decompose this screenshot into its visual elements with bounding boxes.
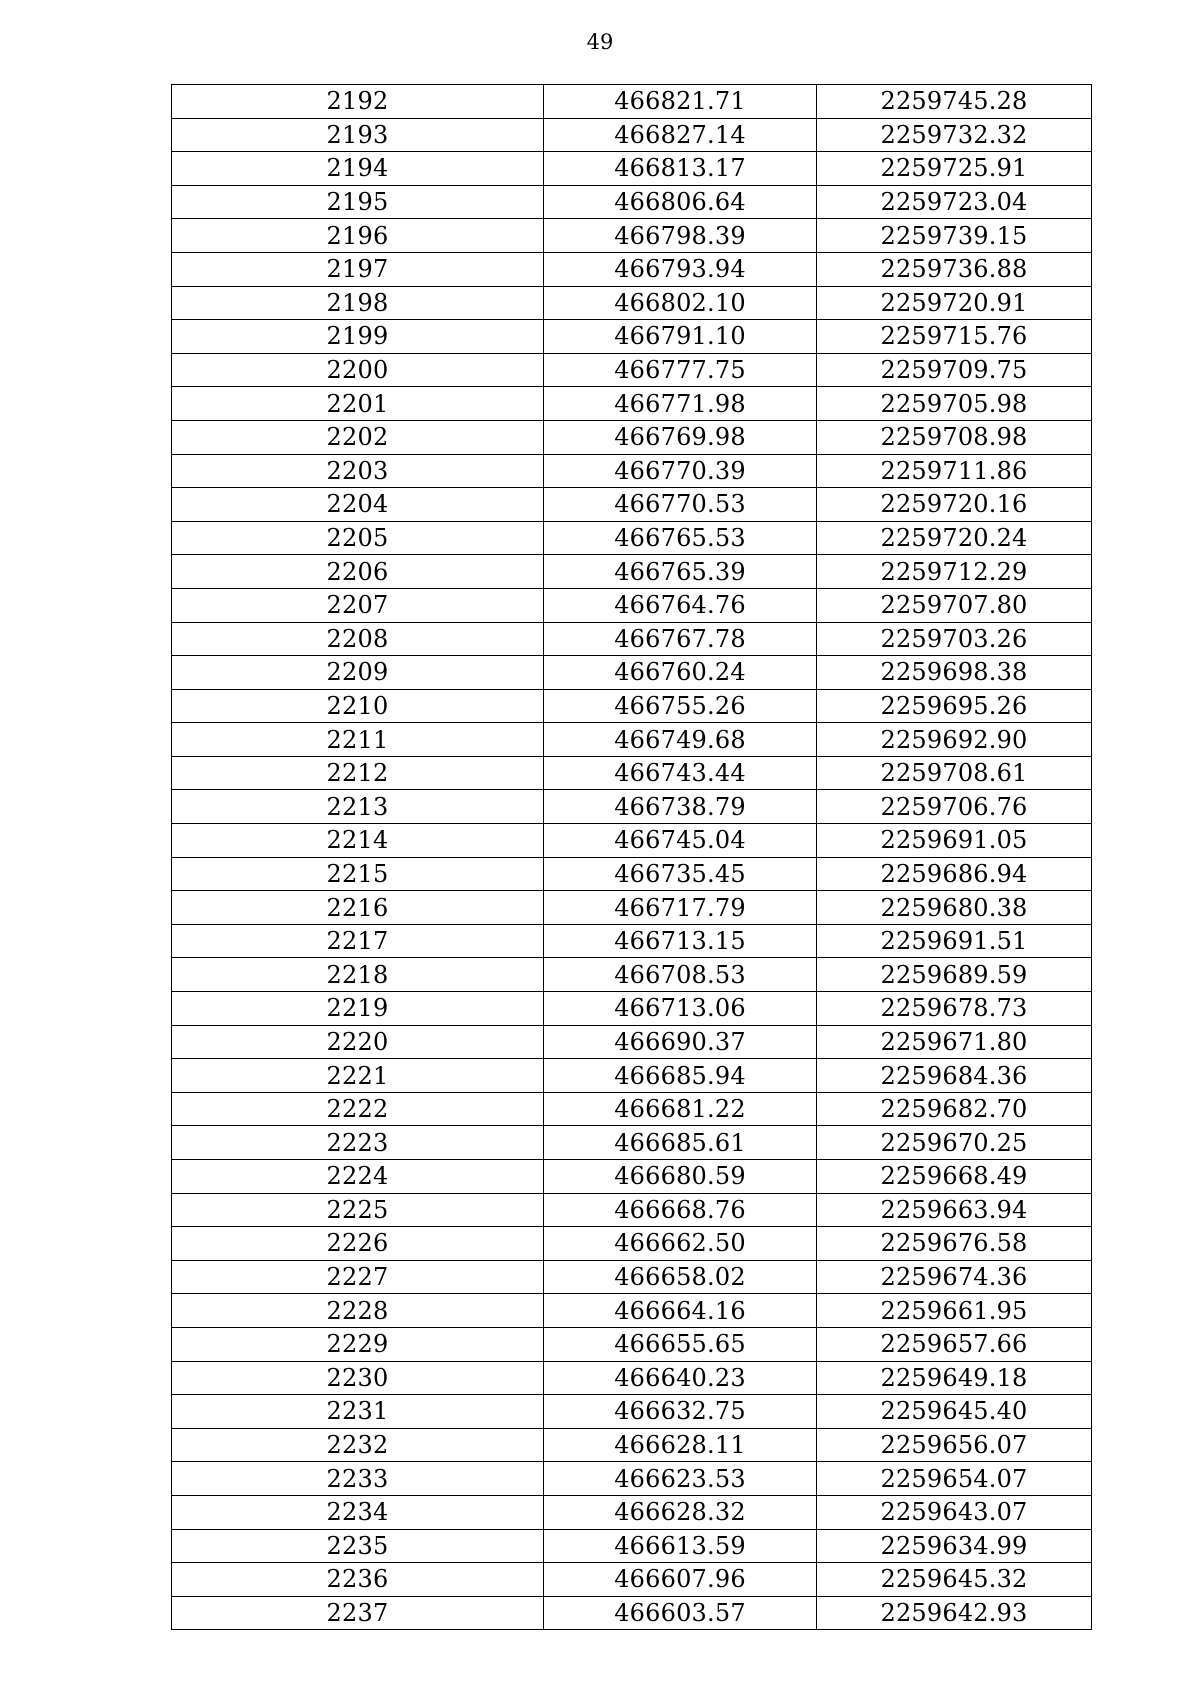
page-number: 49 [586,30,614,54]
y-coordinate-cell: 2259678.73 [817,992,1092,1026]
y-coordinate-cell: 2259691.05 [817,824,1092,858]
x-coordinate-cell: 466708.53 [544,958,817,992]
y-coordinate-cell: 2259692.90 [817,723,1092,757]
table-row [172,454,1092,488]
y-coordinate-cell: 2259708.98 [817,420,1092,454]
point-number-cell: 2206 [172,555,544,589]
table-row [172,689,1092,723]
y-coordinate-cell: 2259712.29 [817,555,1092,589]
point-number-cell: 2216 [172,891,544,925]
point-number-cell: 2208 [172,622,544,656]
y-coordinate-cell: 2259656.07 [817,1428,1092,1462]
y-coordinate-cell: 2259739.15 [817,219,1092,253]
y-coordinate-cell: 2259725.91 [817,152,1092,186]
y-coordinate-cell: 2259668.49 [817,1160,1092,1194]
point-number-cell: 2227 [172,1260,544,1294]
point-number-cell: 2228 [172,1294,544,1328]
y-coordinate-cell: 2259720.91 [817,286,1092,320]
coordinates-table-body [172,85,1092,1630]
table-row [172,1428,1092,1462]
table-row [172,555,1092,589]
table-row [172,152,1092,186]
y-coordinate-cell: 2259708.61 [817,756,1092,790]
table-row [172,1059,1092,1093]
point-number-cell: 2234 [172,1495,544,1529]
point-number-cell: 2201 [172,387,544,421]
table-row [172,1227,1092,1261]
y-coordinate-cell: 2259671.80 [817,1025,1092,1059]
table-row [172,1462,1092,1496]
point-number-cell: 2207 [172,588,544,622]
table-row [172,790,1092,824]
y-coordinate-cell: 2259695.26 [817,689,1092,723]
y-coordinate-cell: 2259711.86 [817,454,1092,488]
x-coordinate-cell: 466760.24 [544,656,817,690]
table-row [172,1092,1092,1126]
point-number-cell: 2222 [172,1092,544,1126]
table-row [172,756,1092,790]
x-coordinate-cell: 466668.76 [544,1193,817,1227]
table-row [172,1160,1092,1194]
table-row [172,118,1092,152]
point-number-cell: 2230 [172,1361,544,1395]
point-number-cell: 2204 [172,488,544,522]
table-row [172,1126,1092,1160]
x-coordinate-cell: 466628.32 [544,1495,817,1529]
y-coordinate-cell: 2259676.58 [817,1227,1092,1261]
x-coordinate-cell: 466603.57 [544,1596,817,1630]
x-coordinate-cell: 466685.94 [544,1059,817,1093]
y-coordinate-cell: 2259670.25 [817,1126,1092,1160]
table-row [172,85,1092,119]
table-row [172,286,1092,320]
point-number-cell: 2197 [172,252,544,286]
table-row [172,1025,1092,1059]
y-coordinate-cell: 2259657.66 [817,1327,1092,1361]
table-row [172,622,1092,656]
y-coordinate-cell: 2259732.32 [817,118,1092,152]
point-number-cell: 2221 [172,1059,544,1093]
x-coordinate-cell: 466607.96 [544,1563,817,1597]
point-number-cell: 2214 [172,824,544,858]
x-coordinate-cell: 466793.94 [544,252,817,286]
x-coordinate-cell: 466628.11 [544,1428,817,1462]
point-number-cell: 2200 [172,353,544,387]
x-coordinate-cell: 466798.39 [544,219,817,253]
x-coordinate-cell: 466743.44 [544,756,817,790]
x-coordinate-cell: 466770.39 [544,454,817,488]
table-row [172,992,1092,1026]
y-coordinate-cell: 2259745.28 [817,85,1092,119]
x-coordinate-cell: 466613.59 [544,1529,817,1563]
point-number-cell: 2218 [172,958,544,992]
x-coordinate-cell: 466713.15 [544,924,817,958]
x-coordinate-cell: 466767.78 [544,622,817,656]
table-row [172,1327,1092,1361]
y-coordinate-cell: 2259674.36 [817,1260,1092,1294]
y-coordinate-cell: 2259661.95 [817,1294,1092,1328]
y-coordinate-cell: 2259691.51 [817,924,1092,958]
point-number-cell: 2203 [172,454,544,488]
table-row [172,1596,1092,1630]
y-coordinate-cell: 2259715.76 [817,320,1092,354]
table-row [172,252,1092,286]
point-number-cell: 2194 [172,152,544,186]
table-row [172,958,1092,992]
y-coordinate-cell: 2259698.38 [817,656,1092,690]
y-coordinate-cell: 2259642.93 [817,1596,1092,1630]
table-row [172,656,1092,690]
y-coordinate-cell: 2259663.94 [817,1193,1092,1227]
y-coordinate-cell: 2259709.75 [817,353,1092,387]
x-coordinate-cell: 466690.37 [544,1025,817,1059]
point-number-cell: 2223 [172,1126,544,1160]
table-row [172,588,1092,622]
x-coordinate-cell: 466791.10 [544,320,817,354]
point-number-cell: 2212 [172,756,544,790]
table-row [172,1395,1092,1429]
y-coordinate-cell: 2259720.16 [817,488,1092,522]
x-coordinate-cell: 466623.53 [544,1462,817,1496]
table-row [172,1193,1092,1227]
point-number-cell: 2205 [172,521,544,555]
y-coordinate-cell: 2259689.59 [817,958,1092,992]
point-number-cell: 2192 [172,85,544,119]
x-coordinate-cell: 466738.79 [544,790,817,824]
x-coordinate-cell: 466713.06 [544,992,817,1026]
point-number-cell: 2209 [172,656,544,690]
point-number-cell: 2219 [172,992,544,1026]
point-number-cell: 2226 [172,1227,544,1261]
y-coordinate-cell: 2259703.26 [817,622,1092,656]
y-coordinate-cell: 2259723.04 [817,185,1092,219]
x-coordinate-cell: 466764.76 [544,588,817,622]
y-coordinate-cell: 2259736.88 [817,252,1092,286]
point-number-cell: 2235 [172,1529,544,1563]
table-row [172,1529,1092,1563]
x-coordinate-cell: 466640.23 [544,1361,817,1395]
y-coordinate-cell: 2259707.80 [817,588,1092,622]
point-number-cell: 2232 [172,1428,544,1462]
x-coordinate-cell: 466658.02 [544,1260,817,1294]
table-row [172,1563,1092,1597]
table-row [172,353,1092,387]
x-coordinate-cell: 466827.14 [544,118,817,152]
y-coordinate-cell: 2259645.32 [817,1563,1092,1597]
y-coordinate-cell: 2259706.76 [817,790,1092,824]
y-coordinate-cell: 2259684.36 [817,1059,1092,1093]
y-coordinate-cell: 2259720.24 [817,521,1092,555]
x-coordinate-cell: 466777.75 [544,353,817,387]
x-coordinate-cell: 466685.61 [544,1126,817,1160]
table-row [172,1361,1092,1395]
table-row [172,824,1092,858]
point-number-cell: 2236 [172,1563,544,1597]
point-number-cell: 2210 [172,689,544,723]
point-number-cell: 2196 [172,219,544,253]
x-coordinate-cell: 466749.68 [544,723,817,757]
y-coordinate-cell: 2259649.18 [817,1361,1092,1395]
x-coordinate-cell: 466765.39 [544,555,817,589]
y-coordinate-cell: 2259686.94 [817,857,1092,891]
point-number-cell: 2199 [172,320,544,354]
x-coordinate-cell: 466735.45 [544,857,817,891]
table-row [172,420,1092,454]
table-row [172,320,1092,354]
y-coordinate-cell: 2259682.70 [817,1092,1092,1126]
point-number-cell: 2220 [172,1025,544,1059]
point-number-cell: 2229 [172,1327,544,1361]
table-row [172,387,1092,421]
point-number-cell: 2233 [172,1462,544,1496]
table-row [172,185,1092,219]
table-row [172,521,1092,555]
x-coordinate-cell: 466813.17 [544,152,817,186]
point-number-cell: 2225 [172,1193,544,1227]
x-coordinate-cell: 466717.79 [544,891,817,925]
table-row [172,1260,1092,1294]
table-row [172,1294,1092,1328]
table-row [172,1495,1092,1529]
table-row [172,723,1092,757]
coordinates-table [171,84,1092,1630]
y-coordinate-cell: 2259680.38 [817,891,1092,925]
y-coordinate-cell: 2259634.99 [817,1529,1092,1563]
x-coordinate-cell: 466632.75 [544,1395,817,1429]
x-coordinate-cell: 466769.98 [544,420,817,454]
x-coordinate-cell: 466821.71 [544,85,817,119]
x-coordinate-cell: 466681.22 [544,1092,817,1126]
point-number-cell: 2231 [172,1395,544,1429]
x-coordinate-cell: 466770.53 [544,488,817,522]
x-coordinate-cell: 466655.65 [544,1327,817,1361]
point-number-cell: 2237 [172,1596,544,1630]
point-number-cell: 2211 [172,723,544,757]
x-coordinate-cell: 466664.16 [544,1294,817,1328]
point-number-cell: 2213 [172,790,544,824]
y-coordinate-cell: 2259654.07 [817,1462,1092,1496]
x-coordinate-cell: 466680.59 [544,1160,817,1194]
y-coordinate-cell: 2259705.98 [817,387,1092,421]
point-number-cell: 2193 [172,118,544,152]
x-coordinate-cell: 466806.64 [544,185,817,219]
point-number-cell: 2217 [172,924,544,958]
table-row [172,924,1092,958]
table-row [172,857,1092,891]
point-number-cell: 2202 [172,420,544,454]
point-number-cell: 2195 [172,185,544,219]
x-coordinate-cell: 466662.50 [544,1227,817,1261]
point-number-cell: 2215 [172,857,544,891]
table-row [172,488,1092,522]
x-coordinate-cell: 466745.04 [544,824,817,858]
y-coordinate-cell: 2259643.07 [817,1495,1092,1529]
table-row [172,891,1092,925]
x-coordinate-cell: 466771.98 [544,387,817,421]
x-coordinate-cell: 466755.26 [544,689,817,723]
point-number-cell: 2224 [172,1160,544,1194]
x-coordinate-cell: 466765.53 [544,521,817,555]
point-number-cell: 2198 [172,286,544,320]
x-coordinate-cell: 466802.10 [544,286,817,320]
y-coordinate-cell: 2259645.40 [817,1395,1092,1429]
table-row [172,219,1092,253]
